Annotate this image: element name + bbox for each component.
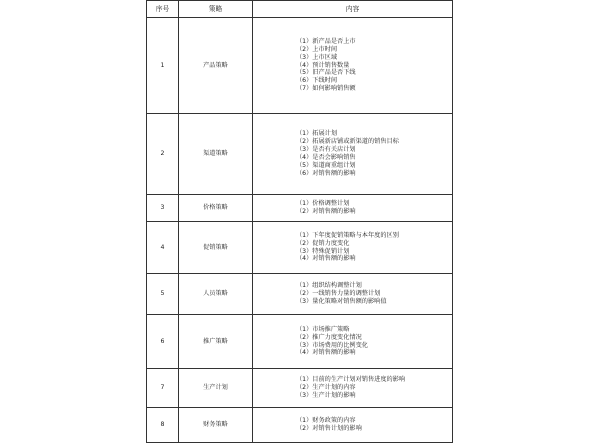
content-cell: [253, 274, 453, 315]
row-number: 8: [147, 408, 179, 443]
content-item: （2）生产计划的内容: [296, 384, 356, 392]
content-item: （1）新产品是否上市: [296, 37, 356, 45]
content-item: （2）推广力度变化情况: [296, 333, 362, 341]
table-header-row: [147, 1, 453, 18]
row-number: 1: [147, 18, 179, 114]
content-item: （4）是否会影响销售: [296, 154, 356, 161]
header-content: 内容: [253, 1, 453, 18]
table-row: [147, 222, 453, 274]
content-cell: [253, 315, 453, 369]
content-item: （5）渠道商重组计划: [296, 161, 356, 169]
content-cell: [253, 195, 453, 222]
strategy-name: 促销策略: [179, 222, 253, 274]
content-cell: [253, 369, 453, 408]
row-number: 6: [147, 315, 179, 369]
row-number: 5: [147, 274, 179, 315]
strategy-table: [146, 0, 453, 443]
strategy-name: 渠道策略: [179, 114, 253, 195]
row-number: 7: [147, 369, 179, 408]
row-number: 4: [147, 222, 179, 274]
content-item: （1）下年度促销策略与本年度的区别: [296, 231, 399, 239]
table-row: [147, 18, 453, 114]
content-item: （3）特殊促销计划: [296, 247, 350, 255]
table-body: [147, 18, 453, 443]
content-item: （3）市场费用的比例变化: [296, 341, 368, 349]
content-item: （1）财务政策的内容: [296, 417, 356, 425]
content-item: （3）生产计划的影响: [296, 391, 356, 399]
header-number: 序号: [147, 1, 179, 18]
row-number: 2: [147, 114, 179, 195]
content-item: （1）目前的生产计划对销售进度的影响: [296, 376, 406, 384]
content-item: （4）预计销售数量: [296, 61, 350, 69]
content-item: （1）组织结构调整计划: [296, 282, 362, 290]
content-cell: [253, 222, 453, 274]
strategy-table-sheet: [146, 0, 452, 432]
content-item: （3）是否有关店计划: [296, 146, 356, 154]
strategy-name: 价格策略: [179, 195, 253, 222]
header-strategy: 策略: [179, 1, 253, 18]
content-item: （6）下线时间: [296, 77, 338, 85]
content-item: （5）旧产品是否下线: [296, 69, 356, 77]
table-row: [147, 114, 453, 195]
table-row: [147, 369, 453, 408]
strategy-name: 生产计划: [179, 369, 253, 408]
content-item: （1）价格调整计划: [296, 200, 350, 208]
content-item: （2）对销售额的影响: [296, 208, 356, 215]
content-item: （7）如何影响销售额: [296, 85, 356, 93]
strategy-name: 推广策略: [179, 315, 253, 369]
content-item: （2）一线销售力量的调整计划: [296, 290, 381, 298]
content-item: （1）市场推广策略: [296, 325, 350, 333]
table-row: [147, 315, 453, 369]
content-item: （2）对销售计划的影响: [296, 425, 362, 432]
content-item: （3）上市区域: [296, 53, 338, 61]
strategy-name: 人员策略: [179, 274, 253, 315]
content-cell: [253, 18, 453, 114]
strategy-name: 财务策略: [179, 408, 253, 443]
content-item: （2）促销力度变化: [296, 239, 350, 247]
table-row: [147, 274, 453, 315]
content-cell: [253, 114, 453, 195]
content-item: （2）拓展新店铺或新渠道的销售目标: [296, 138, 399, 146]
content-item: （4）对销售额的影响: [296, 255, 356, 263]
content-item: （6）对销售额的影响: [296, 169, 356, 177]
content-item: （3）量化策略对销售额的影响值: [296, 297, 387, 305]
content-cell: [253, 408, 453, 443]
content-item: （1）拓展计划: [296, 130, 338, 138]
strategy-name: 产品策略: [179, 18, 253, 114]
table-row: [147, 408, 453, 443]
content-item: （2）上市时间: [296, 45, 338, 53]
content-item: （4）对销售额的影响: [296, 349, 356, 357]
table-row: [147, 195, 453, 222]
row-number: 3: [147, 195, 179, 222]
